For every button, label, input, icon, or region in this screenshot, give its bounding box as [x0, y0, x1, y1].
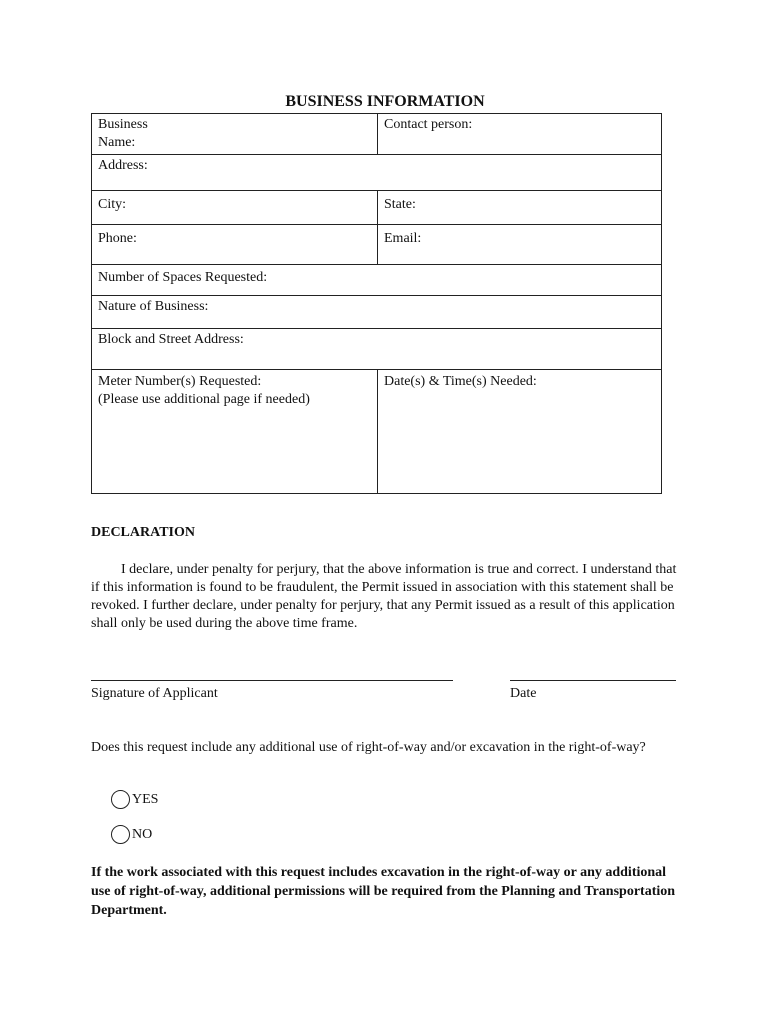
- form-title: BUSINESS INFORMATION: [285, 93, 485, 110]
- phone-field[interactable]: [92, 225, 378, 265]
- dates-times-label: Date(s) & Time(s) Needed:: [384, 374, 537, 389]
- email-field[interactable]: [378, 225, 662, 265]
- signature-label: Signature of Applicant: [91, 686, 218, 701]
- block-street-field[interactable]: [92, 329, 662, 370]
- nature-of-business-label: Nature of Business:: [98, 299, 209, 314]
- date-label: Date: [510, 686, 537, 701]
- right-of-way-question: Does this request include any additional use of right-of-way and/or excavation in the right-of-way?: [91, 740, 646, 755]
- contact-person-field[interactable]: [378, 114, 662, 155]
- signature-line[interactable]: [91, 680, 453, 681]
- block-street-label: Block and Street Address:: [98, 332, 244, 347]
- city-label: City:: [98, 197, 127, 212]
- no-option[interactable]: [111, 825, 152, 844]
- date-line[interactable]: [510, 680, 676, 681]
- business-name-label: Business Name:: [98, 117, 148, 150]
- nature-of-business-field[interactable]: [92, 296, 662, 329]
- spaces-requested-label: Number of Spaces Requested:: [98, 270, 268, 285]
- yes-option[interactable]: [111, 790, 158, 809]
- excavation-note: If the work associated with this request includes excavation in the right-of-way or any additional use of right-of-way, additional permissions will be required from the Planning and Transportation Department.: [91, 865, 676, 918]
- spaces-requested-field[interactable]: [92, 265, 662, 296]
- no-label: NO: [132, 826, 153, 842]
- dates-times-field[interactable]: [378, 370, 662, 494]
- yes-label: YES: [132, 791, 159, 807]
- no-radio[interactable]: [111, 825, 130, 844]
- state-field[interactable]: [378, 191, 662, 225]
- meter-numbers-note: (Please use additional page if needed): [98, 392, 310, 407]
- phone-label: Phone:: [98, 231, 137, 246]
- city-field[interactable]: [92, 191, 378, 225]
- contact-person-label: Contact person:: [384, 117, 473, 132]
- meter-numbers-field[interactable]: [92, 370, 378, 494]
- email-label: Email:: [384, 231, 422, 246]
- yes-radio[interactable]: [111, 790, 130, 809]
- business-name-field[interactable]: [92, 114, 378, 155]
- business-info-table: [91, 113, 662, 494]
- address-label: Address:: [98, 158, 148, 173]
- state-label: State:: [384, 197, 416, 212]
- meter-numbers-label: Meter Number(s) Requested:: [98, 374, 262, 389]
- declaration-heading: DECLARATION: [91, 525, 195, 540]
- declaration-text: I declare, under penalty for perjury, that the above information is true and correct. I understand that if this information is found to be fraudulent, the Permit issued in association with this statement shall be revoked. I further declare, under penalty for perjury, that any Permit issued as a result of this application shall only be used during the above time frame.: [91, 562, 677, 631]
- address-field[interactable]: [92, 155, 662, 191]
